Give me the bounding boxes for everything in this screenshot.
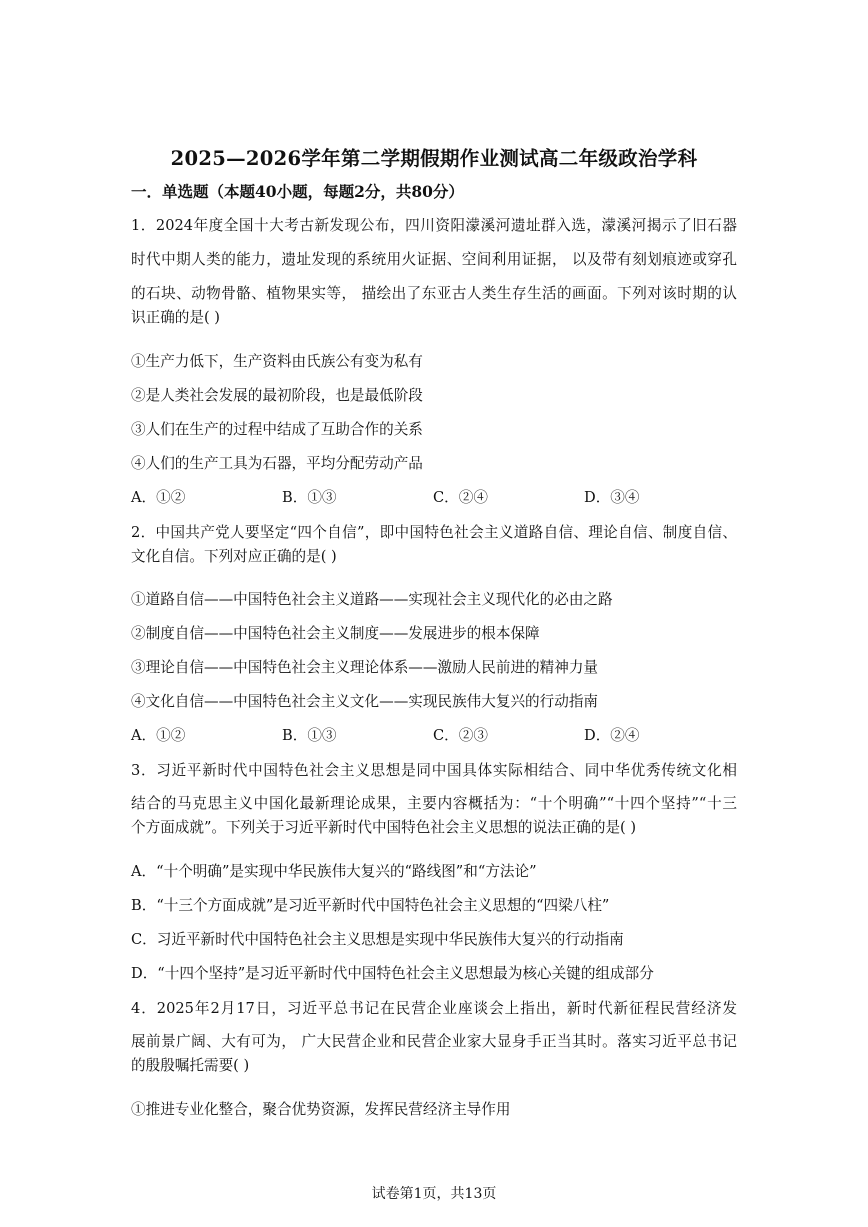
q3-option-d: D．“十四个坚持”是习近平新时代中国特色社会主义思想最为核心关键的组成部分 <box>131 965 654 982</box>
q1-statement: ①生产力低下，生产资料由氏族公有变为私有 <box>131 353 423 370</box>
q1-option-d: D．③④ <box>584 489 640 506</box>
q3-stem-line: 结合的马克思主义中国化最新理论成果，主要内容概括为：“十个明确”“十四个坚持”“十三 <box>131 795 737 812</box>
q4-stem-line: 4．2025年2月17日，习近平总书记在民营企业座谈会上指出，新时代新征程民营经济发 <box>131 1000 737 1017</box>
page-title: 2025—2026学年第二学期假期作业测试高二年级政治学科 <box>170 147 698 170</box>
q2-option-a: A．①② <box>131 727 186 744</box>
q1-stem-line: 的石块、动物骨骼、植物果实等， 描绘出了东亚古人类生存生活的画面。下列对该时期的认 <box>131 285 737 302</box>
q1-option-b: B．①③ <box>282 489 337 506</box>
q2-stem-line: 文化自信。下列对应正确的是( ) <box>131 548 337 565</box>
q2-option-d: D．②④ <box>584 727 640 744</box>
q1-stem-line: 1．2024年度全国十大考古新发现公布，四川资阳濛溪河遗址群入选，濛溪河揭示了旧石器 <box>131 217 737 234</box>
q2-statement: ①道路自信——中国特色社会主义道路——实现社会主义现代化的必由之路 <box>131 591 613 608</box>
section-heading: 一．单选题（本题40小题，每题2分，共80分） <box>131 182 464 201</box>
q1-statement: ③人们在生产的过程中结成了互助合作的关系 <box>131 421 423 438</box>
q1-statement: ④人们的生产工具为石器，平均分配劳动产品 <box>131 455 423 472</box>
q4-stem-line: 展前景广阔、大有可为， 广大民营企业和民营企业家大显身手正当其时。落实习近平总书记 <box>131 1033 737 1050</box>
q2-statement: ②制度自信——中国特色社会主义制度——发展进步的根本保障 <box>131 625 540 642</box>
q1-option-a: A．①② <box>131 489 186 506</box>
q3-stem-line: 个方面成就”。下列关于习近平新时代中国特色社会主义思想的说法正确的是( ) <box>131 819 637 836</box>
q1-option-c: C．②④ <box>433 489 488 506</box>
q4-statement: ①推进专业化整合，聚合优势资源，发挥民营经济主导作用 <box>131 1101 511 1118</box>
q3-option-b: B．“十三个方面成就”是习近平新时代中国特色社会主义思想的“四梁八柱” <box>131 897 610 914</box>
q2-stem-line: 2．中国共产党人要坚定“四个自信”，即中国特色社会主义道路自信、理论自信、制度自信、 <box>131 524 737 541</box>
q2-option-b: B．①③ <box>282 727 337 744</box>
q3-option-a: A．“十个明确”是实现中华民族伟大复兴的“路线图”和“方法论” <box>131 863 537 880</box>
q2-option-c: C．②③ <box>433 727 488 744</box>
q4-stem-line: 的殷殷嘱托需要( ) <box>131 1057 250 1074</box>
q1-stem-line: 识正确的是( ) <box>131 309 220 326</box>
q1-statement: ②是人类社会发展的最初阶段，也是最低阶段 <box>131 387 423 404</box>
q2-statement: ④文化自信——中国特色社会主义文化——实现民族伟大复兴的行动指南 <box>131 693 599 710</box>
q2-statement: ③理论自信——中国特色社会主义理论体系——激励人民前进的精神力量 <box>131 659 599 676</box>
q3-option-c: C．习近平新时代中国特色社会主义思想是实现中华民族伟大复兴的行动指南 <box>131 931 624 948</box>
q3-stem-line: 3．习近平新时代中国特色社会主义思想是同中国具体实际相结合、同中华优秀传统文化相 <box>131 762 737 779</box>
q1-stem-line: 时代中期人类的能力，遗址发现的系统用火证据、空间利用证据， 以及带有刻划痕迹或穿孔 <box>131 251 737 268</box>
page-footer: 试卷第1页，共13页 <box>371 1186 497 1202</box>
